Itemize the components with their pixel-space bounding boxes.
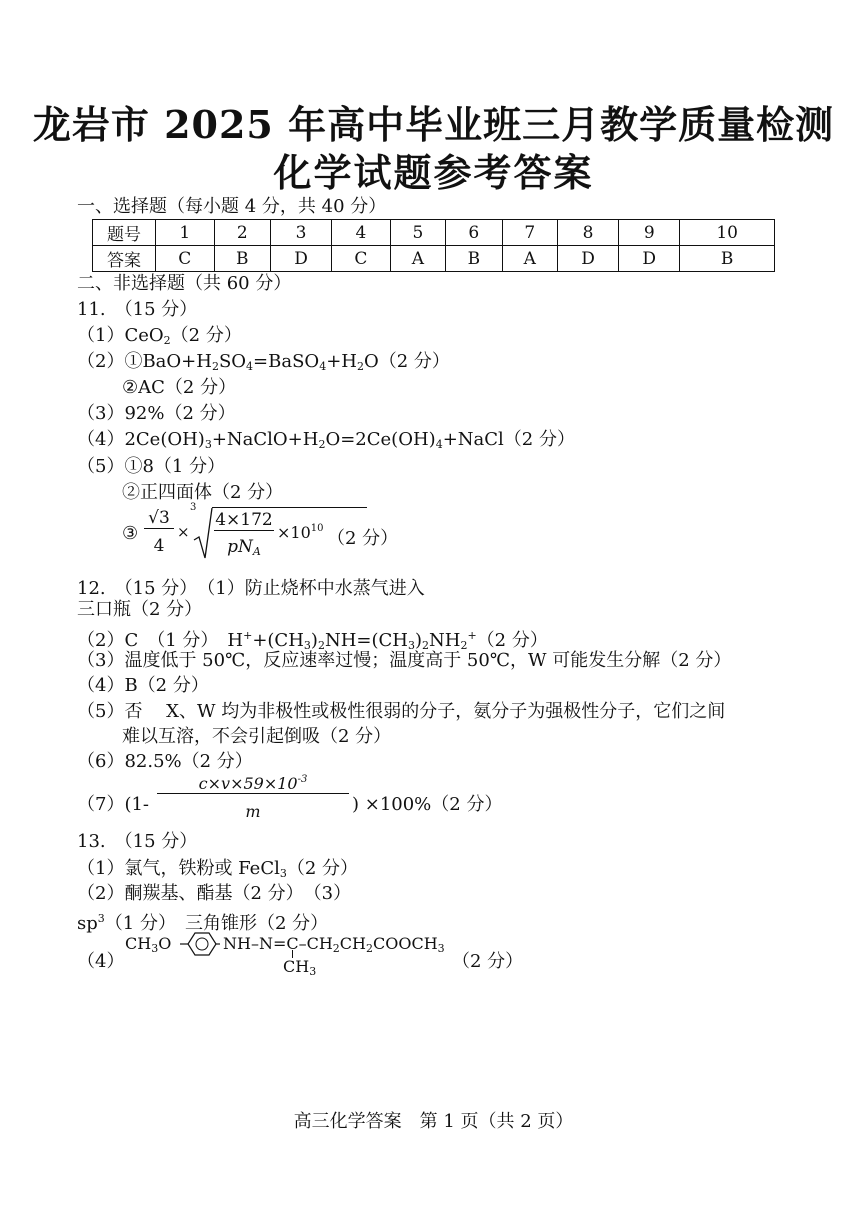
q13-part2: （2）酮羰基、酯基（2 分） （3） [77, 883, 352, 904]
hydrazone-chain: $NH-N=C-CH_2CH_2COOCH_3$ [223, 934, 445, 955]
table-cell: D [619, 246, 680, 272]
fraction-denominator: m [245, 802, 261, 821]
radical-overline [212, 507, 367, 508]
q11-part1: （1）CeO$_2$（2 分） [77, 325, 242, 347]
fraction-denominator: 4 [153, 536, 165, 556]
row-label-answer: 答案 [93, 246, 156, 272]
q11-part4: $(4)2Ce(OH)_3+NaClO+H_2O=2Ce(OH)_4+NaCl(2$ 分） [77, 429, 575, 451]
table-row-answers [93, 246, 775, 272]
cube-root-index: 3 [190, 502, 197, 513]
q11-part5a: （5）①8（1 分） [77, 456, 226, 477]
table-cell: A [502, 246, 557, 272]
table-cell: 1 [156, 220, 215, 246]
table-cell: B [446, 246, 502, 272]
q13-part1: （1）氯气，铁粉或 FeCl$_3$（2 分） [77, 858, 359, 880]
q12-heading-cont: 三口瓶（2 分） [77, 599, 203, 620]
table-cell: B [680, 246, 775, 272]
answer-table [92, 219, 775, 272]
sqrt3-numerator: √3 [144, 508, 174, 529]
radical-sign-icon [192, 506, 214, 562]
table-cell: 4 [332, 220, 391, 246]
section2-heading: 二、非选择题（共 60 分） [77, 273, 292, 294]
q12-heading: 12. （15 分） （1）防止烧杯中水蒸气进入 [77, 578, 425, 599]
q12-part2: （2）C （1 分） $H^++(CH_3)_2NH=(CH_3)_2NH_2^+(2$ 分） [77, 629, 548, 652]
q12-part6: （6）82.5%（2 分） [77, 751, 253, 772]
table-cell: B [214, 246, 270, 272]
methyl-branch: $CH_3$ [283, 957, 317, 978]
table-cell: 7 [502, 220, 557, 246]
q12-part7-formula: （7）(1- $c\times v\times 59\times 10^{-3}$ m ) ×100%（2 分） [77, 774, 503, 821]
table-cell: 6 [446, 220, 502, 246]
q11-heading: 11. （15 分） [77, 299, 198, 320]
q11-part3: （3）92%（2 分） [77, 403, 236, 424]
power-term: $\times 10^{10}$ [277, 523, 324, 542]
table-cell: C [156, 246, 215, 272]
q12-part5b: 难以互溶，不会引起倒吸（2 分） [122, 726, 392, 747]
table-cell: A [390, 246, 445, 272]
benzene-ring-icon [180, 930, 220, 960]
section1-heading: 一、选择题（每小题 4 分，共 40 分） [77, 196, 387, 217]
table-cell: 3 [270, 220, 331, 246]
table-cell: 9 [619, 220, 680, 246]
table-cell: 5 [390, 220, 445, 246]
table-cell: D [270, 246, 331, 272]
table-cell: 2 [214, 220, 270, 246]
table-cell: 10 [680, 220, 775, 246]
methoxy-group: $CH_3O$ [125, 934, 172, 955]
q12-part3: （3）温度低于 50℃，反应速率过慢；温度高于 50℃，W 可能发生分解（2 分） [77, 650, 732, 671]
radical-denominator: $pN_A$ [227, 537, 261, 558]
fraction-numerator: $c\times v\times 59\times 10^{-3}$ [157, 774, 349, 794]
page-subtitle: 化学试题参考答案 [273, 150, 594, 195]
q12-part4: （4）B（2 分） [77, 675, 209, 696]
row-label-number: 题号 [93, 220, 156, 246]
q13-heading: 13. （15 分） [77, 831, 198, 852]
q13-part4-structure: （4） $CH_3O$ $NH-N=C-CH_2CH_2COOCH_3$ $CH_3$ （2 分） [77, 930, 557, 980]
q13-part3: $sp^3(1$ 分） 三角锥形（2 分） [77, 912, 329, 934]
radical-numerator: 4×172 [215, 510, 273, 530]
table-cell: 8 [558, 220, 619, 246]
table-cell: C [332, 246, 391, 272]
table-row-numbers [93, 220, 775, 246]
q11-part5b: ②正四面体（2 分） [122, 482, 284, 503]
page-footer: 高三化学答案 第 1 页（共 2 页） [293, 1111, 574, 1132]
page-title: 龙岩市 2025 年高中毕业班三月教学质量检测 [32, 102, 835, 147]
q11-part2b: ②AC（2 分） [122, 377, 237, 398]
q12-part5a: （5）否 X、W 均为非极性或极性很弱的分子，氨分子为强极性分子，它们之间 [77, 701, 726, 722]
q11-part2a: $(2)①BaO+H_2SO_4=BaSO_4+H_2O(2$ 分） [77, 351, 450, 373]
table-cell: D [558, 246, 619, 272]
